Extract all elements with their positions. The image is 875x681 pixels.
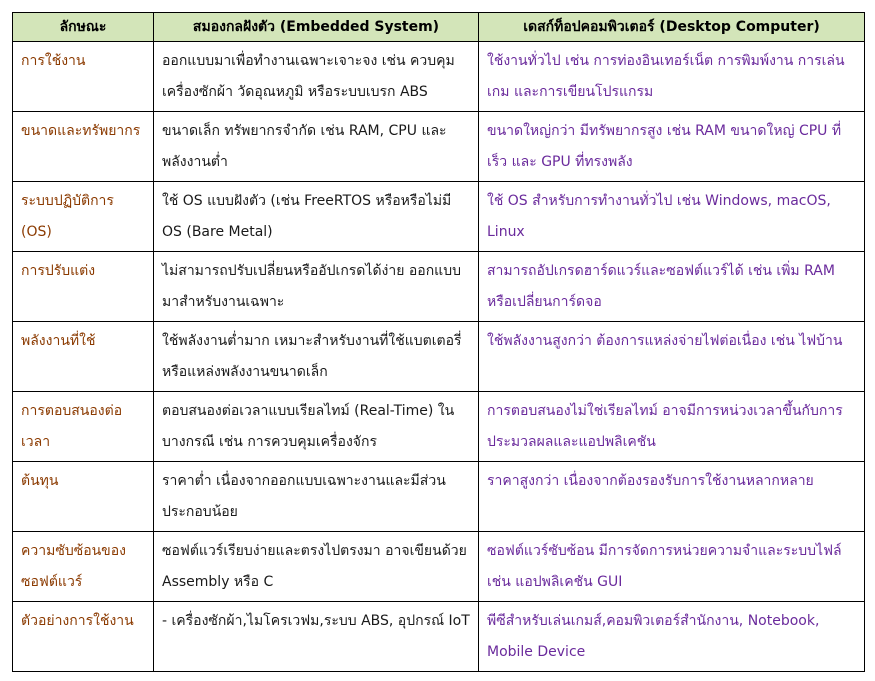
header-embedded-system: สมองกลฝังตัว (Embedded System) <box>154 13 479 42</box>
row-label: พลังงานที่ใช้ <box>13 322 154 392</box>
table-row <box>13 112 865 182</box>
row-label: การใช้งาน <box>13 42 154 112</box>
table-row <box>13 532 865 602</box>
desktop-cell: พีซีสำหรับเล่นเกมส์,คอมพิวเตอร์สำนักงาน, Notebook, Mobile Device <box>479 602 865 672</box>
table-header-row <box>13 13 865 42</box>
header-desktop-computer: เดสก์ท็อปคอมพิวเตอร์ (Desktop Computer) <box>479 13 865 42</box>
desktop-cell: ขนาดใหญ่กว่า มีทรัพยากรสูง เช่น RAM ขนาดใหญ่ CPU ที่เร็ว และ GPU ที่ทรงพลัง <box>479 112 865 182</box>
table-row <box>13 462 865 532</box>
embedded-cell: ตอบสนองต่อเวลาแบบเรียลไทม์ (Real-Time) ในบางกรณี เช่น การควบคุมเครื่องจักร <box>154 392 479 462</box>
table-row <box>13 602 865 672</box>
table-row <box>13 42 865 112</box>
comparison-table <box>12 12 865 672</box>
desktop-cell: สามารถอัปเกรดฮาร์ดแวร์และซอฟต์แวร์ได้ เช่น เพิ่ม RAM หรือเปลี่ยนการ์ดจอ <box>479 252 865 322</box>
table-row <box>13 322 865 392</box>
embedded-cell: ราคาต่ำ เนื่องจากออกแบบเฉพาะงานและมีส่วนประกอบน้อย <box>154 462 479 532</box>
row-label: การตอบสนองต่อเวลา <box>13 392 154 462</box>
desktop-cell: ราคาสูงกว่า เนื่องจากต้องรองรับการใช้งานหลากหลาย <box>479 462 865 532</box>
desktop-cell: ใช้งานทั่วไป เช่น การท่องอินเทอร์เน็ต การพิมพ์งาน การเล่นเกม และการเขียนโปรแกรม <box>479 42 865 112</box>
embedded-cell: ใช้ OS แบบฝังตัว (เช่น FreeRTOS หรือหรือไม่มี OS (Bare Metal) <box>154 182 479 252</box>
desktop-cell: ซอฟต์แวร์ซับซ้อน มีการจัดการหน่วยความจำและระบบไฟล์ เช่น แอปพลิเคชัน GUI <box>479 532 865 602</box>
table-row <box>13 392 865 462</box>
row-label: ขนาดและทรัพยากร <box>13 112 154 182</box>
header-characteristic: ลักษณะ <box>13 13 154 42</box>
embedded-cell: ไม่สามารถปรับเปลี่ยนหรืออัปเกรดได้ง่าย ออกแบบมาสำหรับงานเฉพาะ <box>154 252 479 322</box>
embedded-cell: ออกแบบมาเพื่อทำงานเฉพาะเจาะจง เช่น ควบคุมเครื่องซักผ้า วัดอุณหภูมิ หรือระบบเบรก ABS <box>154 42 479 112</box>
table-row <box>13 182 865 252</box>
embedded-cell: ใช้พลังงานต่ำมาก เหมาะสำหรับงานที่ใช้แบตเตอรี่หรือแหล่งพลังงานขนาดเล็ก <box>154 322 479 392</box>
embedded-cell: - เครื่องซักผ้า,ไมโครเวฟม,ระบบ ABS, อุปกรณ์ IoT <box>154 602 479 672</box>
table-row <box>13 252 865 322</box>
row-label: ตัวอย่างการใช้งาน <box>13 602 154 672</box>
row-label: ระบบปฏิบัติการ (OS) <box>13 182 154 252</box>
embedded-cell: ขนาดเล็ก ทรัพยากรจำกัด เช่น RAM, CPU และพลังงานต่ำ <box>154 112 479 182</box>
desktop-cell: ใช้พลังงานสูงกว่า ต้องการแหล่งจ่ายไฟต่อเนื่อง เช่น ไฟบ้าน <box>479 322 865 392</box>
desktop-cell: ใช้ OS สำหรับการทำงานทั่วไป เช่น Windows, macOS, Linux <box>479 182 865 252</box>
embedded-cell: ซอฟต์แวร์เรียบง่ายและตรงไปตรงมา อาจเขียนด้วย Assembly หรือ C <box>154 532 479 602</box>
row-label: ต้นทุน <box>13 462 154 532</box>
row-label: การปรับแต่ง <box>13 252 154 322</box>
row-label: ความซับซ้อนของซอฟต์แวร์ <box>13 532 154 602</box>
desktop-cell: การตอบสนองไม่ใช่เรียลไทม์ อาจมีการหน่วงเวลาขึ้นกับการประมวลผลและแอปพลิเคชัน <box>479 392 865 462</box>
